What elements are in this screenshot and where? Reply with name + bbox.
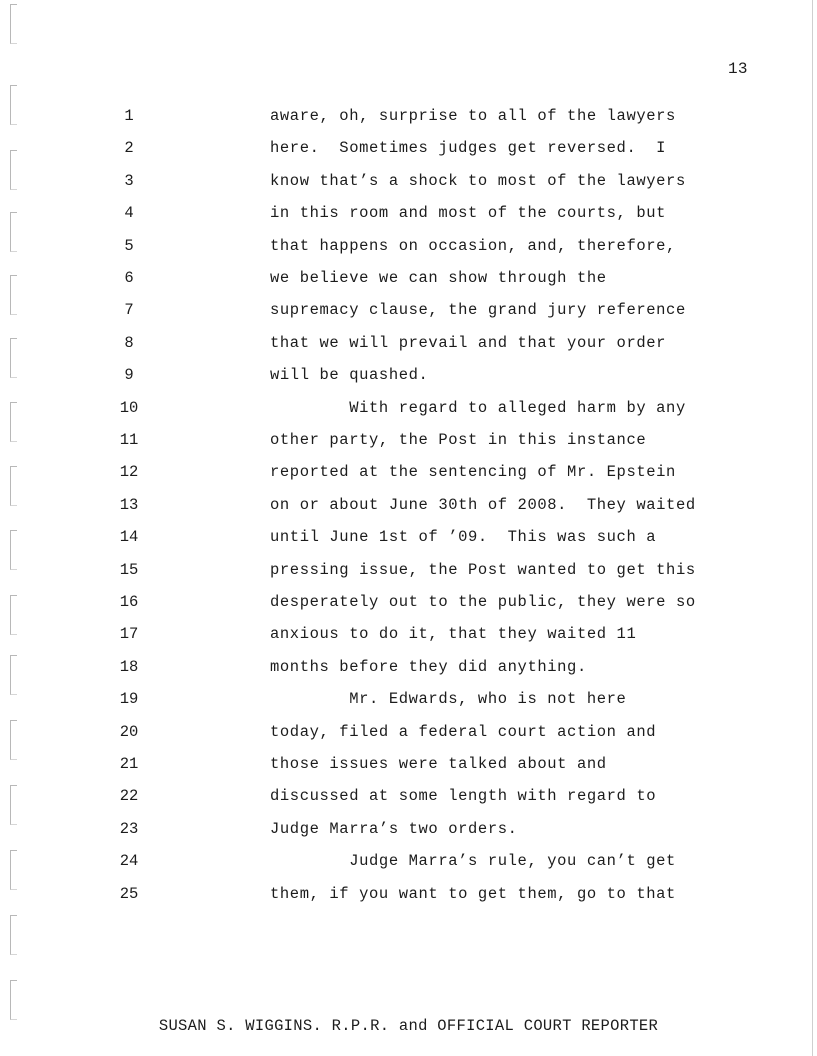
line-number: 20 <box>119 722 139 741</box>
line-text: them, if you want to get them, go to that <box>270 884 676 903</box>
line-number: 21 <box>119 755 139 773</box>
transcript-line <box>0 593 812 613</box>
transcript-line <box>0 139 812 159</box>
page-edge-line <box>812 0 813 1056</box>
line-text: supremacy clause, the grand jury reference <box>270 301 686 320</box>
line-number: 24 <box>119 852 139 871</box>
line-number: 19 <box>119 690 139 709</box>
transcript-line <box>0 399 812 419</box>
line-text: aware, oh, surprise to all of the lawyers <box>270 107 676 125</box>
line-text: today, filed a federal court action and <box>270 722 657 741</box>
transcript-line <box>0 496 812 516</box>
line-text: other party, the Post in this instance <box>270 431 647 449</box>
line-number: 23 <box>119 819 139 838</box>
line-number: 11 <box>119 431 139 449</box>
binding-hole-mark <box>10 980 17 1020</box>
transcript-line <box>0 269 812 289</box>
transcript-line <box>0 334 812 354</box>
line-number: 17 <box>119 625 139 644</box>
transcript-line <box>0 820 812 840</box>
line-text: until June 1st of ’09. This was such a <box>270 528 657 547</box>
line-text: in this room and most of the courts, but <box>270 204 667 223</box>
line-number: 9 <box>124 366 134 385</box>
line-number: 7 <box>124 301 134 320</box>
transcript-line <box>0 366 812 386</box>
transcript-line <box>0 561 812 581</box>
line-number: 1 <box>124 107 134 125</box>
line-number: 3 <box>124 171 134 190</box>
line-text: that happens on occasion, and, therefore, <box>270 236 676 255</box>
transcript-line <box>0 172 812 192</box>
transcript-line <box>0 787 812 807</box>
line-text: those issues were talked about and <box>270 755 607 773</box>
line-text: here. Sometimes judges get reversed. I <box>270 139 667 158</box>
line-text: know that’s a shock to most of the lawyers <box>270 171 686 190</box>
line-text: we believe we can show through the <box>270 269 607 287</box>
binding-hole-mark <box>10 915 17 955</box>
line-number: 2 <box>124 139 134 158</box>
line-text: will be quashed. <box>270 366 429 385</box>
transcript-line <box>0 301 812 321</box>
line-number: 25 <box>119 884 139 903</box>
line-number: 4 <box>124 204 134 223</box>
transcript-line <box>0 755 812 775</box>
line-text: Judge Marra’s two orders. <box>270 819 518 838</box>
line-number: 18 <box>119 657 139 676</box>
line-text: that we will prevail and that your order <box>270 333 667 352</box>
transcript-line <box>0 723 812 743</box>
line-number: 8 <box>124 333 134 352</box>
line-text: Mr. Edwards, who is not here <box>270 690 627 709</box>
line-number: 10 <box>119 398 139 417</box>
transcript-line <box>0 107 812 127</box>
transcript-line <box>0 658 812 678</box>
transcript-line <box>0 852 812 872</box>
line-number: 16 <box>119 593 139 611</box>
line-number: 22 <box>119 787 139 806</box>
line-text: on or about June 30th of 2008. They waited <box>270 495 696 514</box>
line-number: 13 <box>119 495 139 514</box>
transcript-line <box>0 463 812 483</box>
transcript-line <box>0 690 812 710</box>
line-text: discussed at some length with regard to <box>270 787 657 806</box>
line-number: 14 <box>119 528 139 547</box>
transcript-line <box>0 625 812 645</box>
transcript-line <box>0 528 812 548</box>
transcript-line <box>0 204 812 224</box>
line-number: 5 <box>124 236 134 255</box>
line-text: Judge Marra’s rule, you can’t get <box>270 852 676 871</box>
line-number: 6 <box>124 269 134 287</box>
line-text: desperately out to the public, they were so <box>270 593 696 611</box>
transcript-line <box>0 431 812 451</box>
line-text: anxious to do it, that they waited 11 <box>270 625 637 644</box>
line-text: reported at the sentencing of Mr. Epstein <box>270 463 676 482</box>
page-number: 13 <box>728 60 748 78</box>
line-text: With regard to alleged harm by any <box>270 398 686 417</box>
transcript-line <box>0 237 812 257</box>
reporter-footer: SUSAN S. WIGGINS. R.P.R. and OFFICIAL COURT REPORTER <box>158 1017 659 1035</box>
line-text: months before they did anything. <box>270 657 587 676</box>
line-number: 15 <box>119 560 139 579</box>
line-number: 12 <box>119 463 139 482</box>
line-text: pressing issue, the Post wanted to get this <box>270 560 696 579</box>
transcript-line <box>0 885 812 905</box>
binding-hole-mark <box>10 4 17 44</box>
